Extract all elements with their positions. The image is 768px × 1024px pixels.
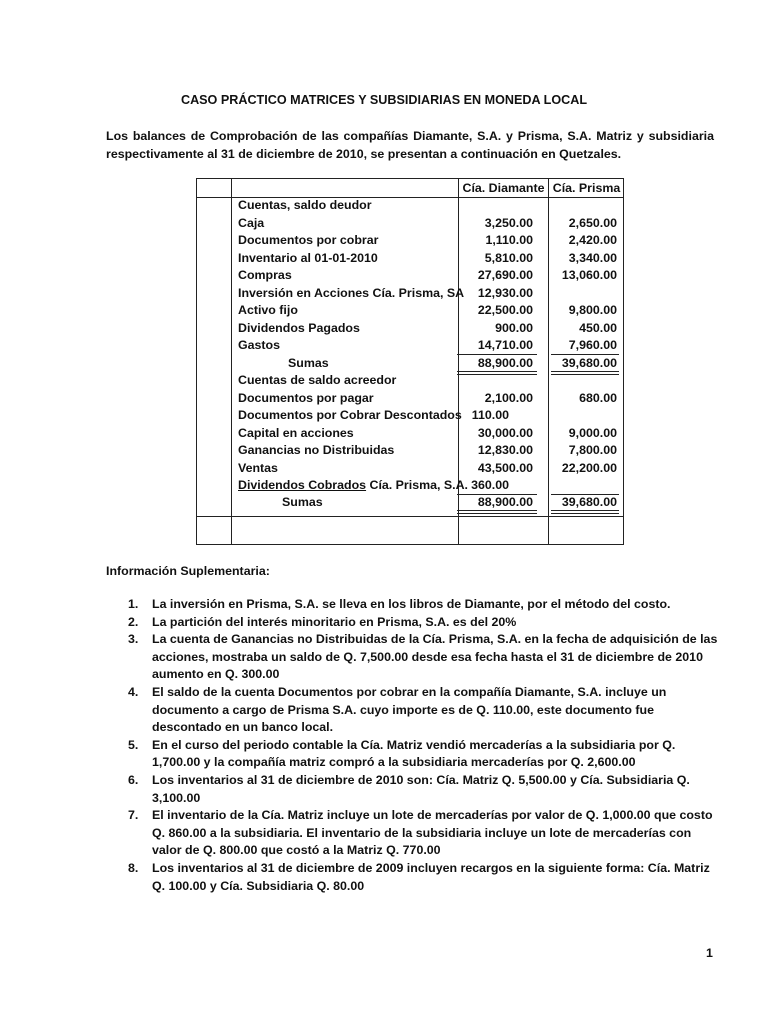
sum-double-underline — [457, 510, 537, 511]
sum-double-underline — [551, 371, 619, 372]
list-item: 1. La inversión en Prisma, S.A. se lleva en los libros de Diamante, por el método del costo. — [128, 597, 671, 611]
table-row — [197, 268, 623, 286]
diamante-value: 1,110.00 — [485, 233, 533, 247]
prisma-value: 7,800.00 — [568, 443, 617, 457]
row-label: Cuentas de saldo acreedor — [238, 373, 397, 387]
supplementary-heading: Información Suplementaria: — [106, 564, 270, 578]
prisma-value: 22,200.00 — [561, 460, 617, 475]
diamante-value: 12,930.00 — [477, 285, 533, 300]
row-label: Cuentas, saldo deudor — [238, 198, 372, 212]
row-label: Activo fijo — [238, 303, 298, 317]
document-title: CASO PRÁCTICO MATRICES Y SUBSIDIARIAS EN MONEDA LOCAL — [180, 93, 588, 107]
diamante-value: 12,830.00 — [477, 443, 533, 457]
list-item: 5. En el curso del periodo contable la Cía. Matriz vendió mercaderías a la subsidiaria por Q. 1,700.00 y la compañía matriz compró a la subsidiaria mercaderías por Q. 2,600.00 — [128, 737, 676, 770]
list-item: 3. La cuenta de Ganancias no Distribuidas de la Cía. Prisma, S.A. en la fecha de adquisición de las acciones, mostraba un saldo de Q. 7,500.00 desde esa fecha hasta el 31 de diciembre de 2010 aumento en Q. 300.00 — [128, 632, 718, 682]
diamante-value: 110.00 — [471, 408, 509, 422]
prisma-value: 39,680.00 — [561, 495, 617, 509]
row-label: Ventas — [238, 460, 278, 475]
table-row — [197, 321, 623, 339]
row-label: Dividendos Pagados — [238, 320, 360, 335]
row-label: Caja — [238, 215, 265, 230]
diamante-value: 88,900.00 — [477, 355, 533, 370]
row-label: Documentos por cobrar — [238, 233, 379, 247]
prisma-value: 9,800.00 — [568, 303, 617, 317]
row-label: Capital en acciones — [238, 425, 354, 440]
row-label: Sumas — [288, 355, 329, 370]
list-item: 7. El inventario de la Cía. Matriz incluye un lote de mercaderías por valor de Q. 1,000.00 que costo Q. 860.00 a la subsidiaria. El inventario de la subsidiaria incluye un lote de mercaderías con valor de Q. 800.00 que costó a la Matriz Q. 770.00 — [128, 808, 713, 858]
row-label: Inventario al 01-01-2010 — [238, 250, 378, 265]
table-row — [197, 391, 623, 409]
table-row — [197, 373, 623, 391]
trial-balance-table — [196, 178, 624, 545]
table-row — [197, 338, 623, 356]
column-header-prisma: Cía. Prisma — [552, 181, 621, 195]
diamante-value: 14,710.00 — [477, 338, 533, 352]
prisma-value: 9,000.00 — [568, 425, 617, 440]
row-label-rest: Cía. Prisma, S.A. — [366, 478, 468, 492]
prisma-value: 39,680.00 — [561, 355, 617, 370]
intro-paragraph: Los balances de Comprobación de las compañías Diamante, S.A. y Prisma, S.A. Matriz y subsidiaria respectivamente al 31 de diciembre de 2010, se presentan a continuación en Quetzales. — [106, 129, 714, 161]
diamante-value: 30,000.00 — [477, 425, 533, 440]
prisma-value: 3,340.00 — [568, 250, 617, 265]
column-header-diamante: Cía. Diamante — [462, 181, 545, 195]
footer-divider — [197, 516, 623, 517]
table-row — [197, 286, 623, 304]
list-item: 4. El saldo de la cuenta Documentos por cobrar en la compañía Diamante, S.A. incluye un documento a cargo de Prisma S.A. cuyo importe es de Q. 110.00, este documento fue descontado en un banco local. — [128, 684, 667, 735]
page-number: 1 — [706, 946, 713, 960]
diamante-value: 5,810.00 — [484, 250, 533, 265]
prisma-value: 680.00 — [579, 390, 617, 405]
diamante-value: 2,100.00 — [484, 390, 533, 405]
sum-double-underline — [551, 513, 619, 514]
prisma-value: 13,060.00 — [561, 268, 617, 282]
diamante-value: 43,500.00 — [477, 460, 533, 475]
table-row — [197, 216, 623, 234]
table-row — [197, 233, 623, 251]
sum-double-underline — [551, 510, 619, 511]
table-row — [197, 478, 623, 496]
sum-double-underline — [457, 371, 537, 372]
prisma-value: 450.00 — [579, 320, 617, 335]
diamante-value: 27,690.00 — [477, 268, 533, 282]
table-row — [197, 408, 623, 426]
diamante-value: 360.00 — [471, 478, 509, 492]
row-label: Gastos — [238, 338, 281, 352]
table-row — [197, 303, 623, 321]
table-row — [197, 426, 623, 444]
row-label: Inversión en Acciones Cía. Prisma, SA — [238, 285, 465, 300]
table-row — [197, 461, 623, 479]
diamante-value: 88,900.00 — [477, 495, 533, 509]
row-label: Documentos por pagar — [238, 390, 374, 405]
row-label-underlined: Dividendos Cobrados — [238, 478, 367, 492]
supplementary-list — [106, 596, 718, 895]
row-label — [238, 478, 468, 492]
prisma-value: 2,420.00 — [568, 233, 617, 247]
list-item: 2. La partición del interés minoritario en Prisma, S.A. es del 20% — [128, 614, 517, 629]
table-row — [197, 443, 623, 461]
list-item: 6. Los inventarios al 31 de diciembre de 2010 son: Cía. Matriz Q. 5,500.00 y Cía. Subsidiaria Q. 3,100.00 — [128, 772, 690, 805]
row-label: Sumas — [282, 495, 323, 509]
row-label: Documentos por Cobrar Descontados — [238, 408, 462, 422]
row-label: Compras — [238, 268, 292, 282]
sum-double-underline — [457, 513, 537, 514]
diamante-value: 22,500.00 — [477, 303, 533, 317]
prisma-value: 2,650.00 — [568, 215, 617, 230]
diamante-value: 900.00 — [495, 320, 533, 335]
row-label: Ganancias no Distribuidas — [238, 443, 395, 457]
table-row — [197, 198, 623, 216]
list-item: 8. Los inventarios al 31 de diciembre de 2009 incluyen recargos en la siguiente forma: Cía. Matriz Q. 100.00 y Cía. Subsidiaria Q. 80.00 — [128, 860, 710, 893]
diamante-value: 3,250.00 — [484, 215, 533, 230]
prisma-value: 7,960.00 — [568, 338, 617, 352]
table-row — [197, 251, 623, 269]
